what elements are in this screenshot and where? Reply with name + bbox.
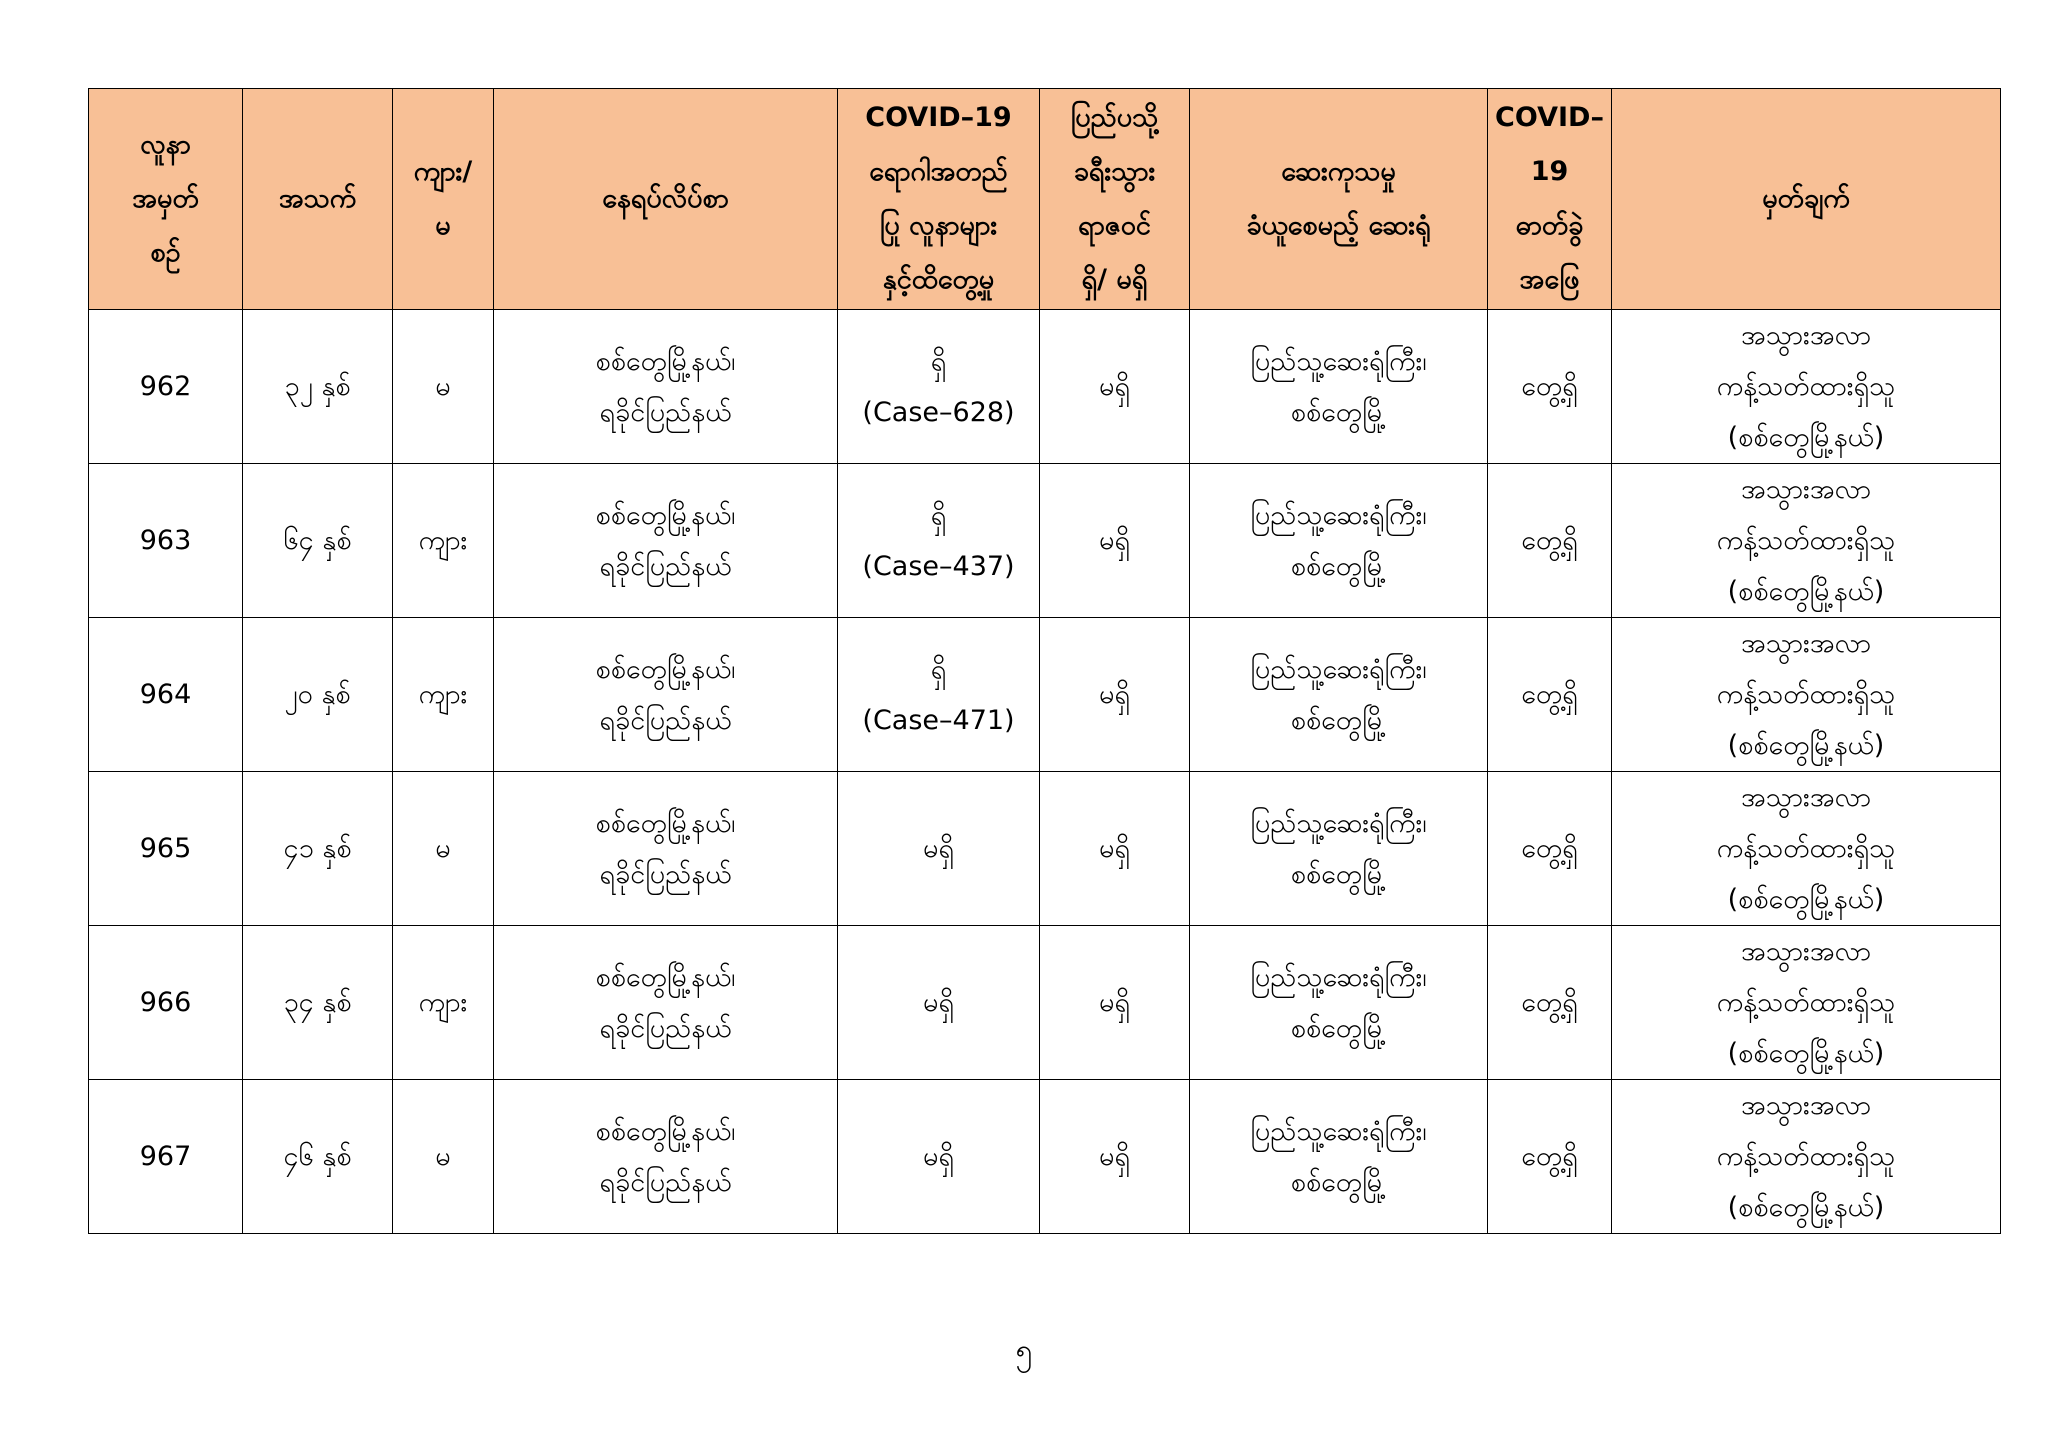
cell-line: ဓာတ်ခွဲ — [1515, 210, 1584, 241]
cell-lab-result: တွေ့ရှိ — [1488, 310, 1612, 464]
cell-age: ၃၂ နှစ် — [243, 310, 393, 464]
cell-line: ကန့်သတ်ထားရှိသူ — [1716, 679, 1896, 710]
cell-line: ရှိ — [930, 499, 947, 531]
cell-case-no: 965 — [89, 772, 243, 926]
cell-line: စစ်တွေမြို့နယ်၊ — [595, 499, 736, 531]
cell-covid-contact — [838, 310, 1040, 464]
cell-sex: ကျား — [393, 618, 494, 772]
table-body — [89, 310, 2001, 1234]
cell-line: စစ်တွေမြို့ — [1290, 858, 1387, 890]
cell-address — [494, 772, 838, 926]
cell-line: စဉ် — [150, 237, 181, 268]
cell-covid-contact — [838, 772, 1040, 926]
cell-line: ရှိ — [930, 653, 947, 685]
cell-line: ရောဂါအတည် — [869, 156, 1008, 187]
table-row — [89, 618, 2001, 772]
cell-line: ကန့်သတ်ထားရှိသူ — [1716, 525, 1896, 556]
cell-line: စစ်တွေမြို့နယ်၊ — [595, 961, 736, 993]
cell-line: ကန့်သတ်ထားရှိသူ — [1716, 987, 1896, 1018]
cell-line: မ — [435, 210, 451, 241]
cell-line: ရှိ — [930, 345, 947, 377]
cell-line: ပြည်သူ့ဆေးရုံကြီး၊ — [1250, 807, 1427, 839]
cell-address — [494, 618, 838, 772]
cell-hospital — [1190, 772, 1488, 926]
header-address — [494, 89, 838, 310]
cell-covid-contact — [838, 618, 1040, 772]
cell-sex: မ — [393, 772, 494, 926]
cell-line: စစ်တွေမြို့ — [1290, 1166, 1387, 1198]
cell-line: အသွားအလာ — [1740, 474, 1872, 505]
cell-line: ရာဇဝင် — [1078, 210, 1151, 241]
cell-line: အသွားအလာ — [1740, 628, 1872, 659]
cell-line: စစ်တွေမြို့နယ်၊ — [595, 345, 736, 377]
table-header — [89, 89, 2001, 310]
cell-address — [494, 310, 838, 464]
cell-remarks — [1612, 772, 2001, 926]
cell-line: မရှိ — [923, 987, 954, 1018]
cell-line: စစ်တွေမြို့နယ်၊ — [595, 653, 736, 685]
cell-line: (စစ်တွေမြို့နယ်) — [1727, 576, 1885, 607]
cell-line: ရခိုင်ပြည်နယ် — [599, 1166, 732, 1198]
cell-line: ခရီးသွား — [1073, 156, 1156, 187]
cell-line: ကန့်သတ်ထားရှိသူ — [1716, 371, 1896, 402]
cell-remarks — [1612, 464, 2001, 618]
cell-age: ၆၄ နှစ် — [243, 464, 393, 618]
cell-line: အသွားအလာ — [1740, 320, 1872, 351]
cell-line: (စစ်တွေမြို့နယ်) — [1727, 730, 1885, 761]
cell-hospital — [1190, 926, 1488, 1080]
page-number: ၅ — [1015, 1333, 1033, 1368]
cell-line: အမှတ် — [132, 183, 199, 214]
cell-hospital — [1190, 618, 1488, 772]
cell-sex: မ — [393, 310, 494, 464]
cell-line: (စစ်တွေမြို့နယ်) — [1727, 422, 1885, 453]
table-row — [89, 1080, 2001, 1234]
table-row — [89, 926, 2001, 1080]
cell-address — [494, 464, 838, 618]
cell-case-no: 963 — [89, 464, 243, 618]
header-row — [89, 89, 2001, 310]
cell-lab-result: တွေ့ရှိ — [1488, 618, 1612, 772]
cell-line: ရှိ/ မရှိ — [1081, 264, 1148, 295]
cell-case-no: 962 — [89, 310, 243, 464]
cell-sex: ကျား — [393, 464, 494, 618]
cell-travel-history: မရှိ — [1040, 926, 1190, 1080]
cell-line: ကန့်သတ်ထားရှိသူ — [1716, 1141, 1896, 1172]
cell-age: ၃၄ နှစ် — [243, 926, 393, 1080]
table-row — [89, 772, 2001, 926]
cell-covid-contact — [838, 464, 1040, 618]
cell-line: အသွားအလာ — [1740, 936, 1872, 967]
cell-line: (စစ်တွေမြို့နယ်) — [1727, 884, 1885, 915]
cell-lab-result: တွေ့ရှိ — [1488, 1080, 1612, 1234]
header-hospital — [1190, 89, 1488, 310]
cell-line: စစ်တွေမြို့နယ်၊ — [595, 1115, 736, 1147]
header-travel-history — [1040, 89, 1190, 310]
cell-travel-history: မရှိ — [1040, 618, 1190, 772]
header-remarks — [1612, 89, 2001, 310]
cell-line: (စစ်တွေမြို့နယ်) — [1727, 1192, 1885, 1223]
cell-line: ရခိုင်ပြည်နယ် — [599, 550, 732, 582]
cell-lab-result: တွေ့ရှိ — [1488, 926, 1612, 1080]
cell-covid-contact — [838, 926, 1040, 1080]
cell-line: အသက် — [278, 183, 357, 214]
cell-line: ဆေးကုသမှု — [1281, 156, 1396, 187]
cell-line: အဖြေ — [1519, 264, 1580, 295]
cell-line: ခံယူစေမည့် ဆေးရုံ — [1246, 210, 1431, 241]
cell-line: အသွားအလာ — [1740, 1090, 1872, 1121]
cell-remarks — [1612, 310, 2001, 464]
cell-age: ၂၀ နှစ် — [243, 618, 393, 772]
cell-line: ပြည်သူ့ဆေးရုံကြီး၊ — [1250, 499, 1427, 531]
cell-covid-contact — [838, 1080, 1040, 1234]
cell-travel-history: မရှိ — [1040, 464, 1190, 618]
cell-line: (Case–437) — [862, 550, 1015, 582]
cell-line: 19 — [1530, 156, 1569, 187]
cell-line: ပြည်သူ့ဆေးရုံကြီး၊ — [1250, 653, 1427, 685]
cell-remarks — [1612, 1080, 2001, 1234]
header-lab-result — [1488, 89, 1612, 310]
header-case-no — [89, 89, 243, 310]
cell-line: ပြု လူနာများ — [879, 210, 998, 241]
cell-line: ပြည်ပသို့ — [1070, 102, 1159, 133]
cell-line: (Case–628) — [862, 396, 1015, 428]
cell-hospital — [1190, 1080, 1488, 1234]
cell-line: ရခိုင်ပြည်နယ် — [599, 396, 732, 428]
cell-line: ပြည်သူ့ဆေးရုံကြီး၊ — [1250, 345, 1427, 377]
cell-line: COVID–19 — [865, 102, 1012, 133]
cell-hospital — [1190, 310, 1488, 464]
cell-sex: ကျား — [393, 926, 494, 1080]
cell-hospital — [1190, 464, 1488, 618]
cell-travel-history: မရှိ — [1040, 772, 1190, 926]
cell-case-no: 966 — [89, 926, 243, 1080]
cell-line: COVID– — [1495, 102, 1604, 133]
header-sex — [393, 89, 494, 310]
cell-travel-history: မရှိ — [1040, 310, 1190, 464]
cell-line: ရခိုင်ပြည်နယ် — [599, 858, 732, 890]
cell-line: အသွားအလာ — [1740, 782, 1872, 813]
table-row — [89, 310, 2001, 464]
cell-remarks — [1612, 618, 2001, 772]
header-age — [243, 89, 393, 310]
cell-line: ပြည်သူ့ဆေးရုံကြီး၊ — [1250, 1115, 1427, 1147]
case-table — [88, 88, 2001, 1234]
cell-line: ကျား/ — [413, 156, 473, 187]
cell-travel-history: မရှိ — [1040, 1080, 1190, 1234]
cell-address — [494, 1080, 838, 1234]
cell-line: (စစ်တွေမြို့နယ်) — [1727, 1038, 1885, 1069]
cell-line: (Case–471) — [862, 704, 1015, 736]
cell-line: မရှိ — [923, 833, 954, 864]
cell-sex: မ — [393, 1080, 494, 1234]
cell-line: ရခိုင်ပြည်နယ် — [599, 1012, 732, 1044]
cell-line: မရှိ — [923, 1141, 954, 1172]
cell-address — [494, 926, 838, 1080]
cell-line: ကန့်သတ်ထားရှိသူ — [1716, 833, 1896, 864]
cell-line: စစ်တွေမြို့ — [1290, 704, 1387, 736]
cell-line: လူနာ — [140, 129, 191, 160]
cell-line: စစ်တွေမြို့ — [1290, 1012, 1387, 1044]
cell-line: ရခိုင်ပြည်နယ် — [599, 704, 732, 736]
cell-lab-result: တွေ့ရှိ — [1488, 464, 1612, 618]
cell-line: ပြည်သူ့ဆေးရုံကြီး၊ — [1250, 961, 1427, 993]
cell-age: ၄၁ နှစ် — [243, 772, 393, 926]
cell-line: စစ်တွေမြို့ — [1290, 396, 1387, 428]
cell-remarks — [1612, 926, 2001, 1080]
cell-line: စစ်တွေမြို့ — [1290, 550, 1387, 582]
cell-lab-result: တွေ့ရှိ — [1488, 772, 1612, 926]
cell-case-no: 964 — [89, 618, 243, 772]
cell-line: မှတ်ချက် — [1762, 183, 1850, 214]
cell-line: နေရပ်လိပ်စာ — [602, 183, 729, 214]
table-row — [89, 464, 2001, 618]
cell-age: ၄၆ နှစ် — [243, 1080, 393, 1234]
header-covid-contact — [838, 89, 1040, 310]
cell-line: စစ်တွေမြို့နယ်၊ — [595, 807, 736, 839]
cell-line: နှင့်ထိတွေ့မှု — [882, 264, 995, 295]
cell-case-no: 967 — [89, 1080, 243, 1234]
